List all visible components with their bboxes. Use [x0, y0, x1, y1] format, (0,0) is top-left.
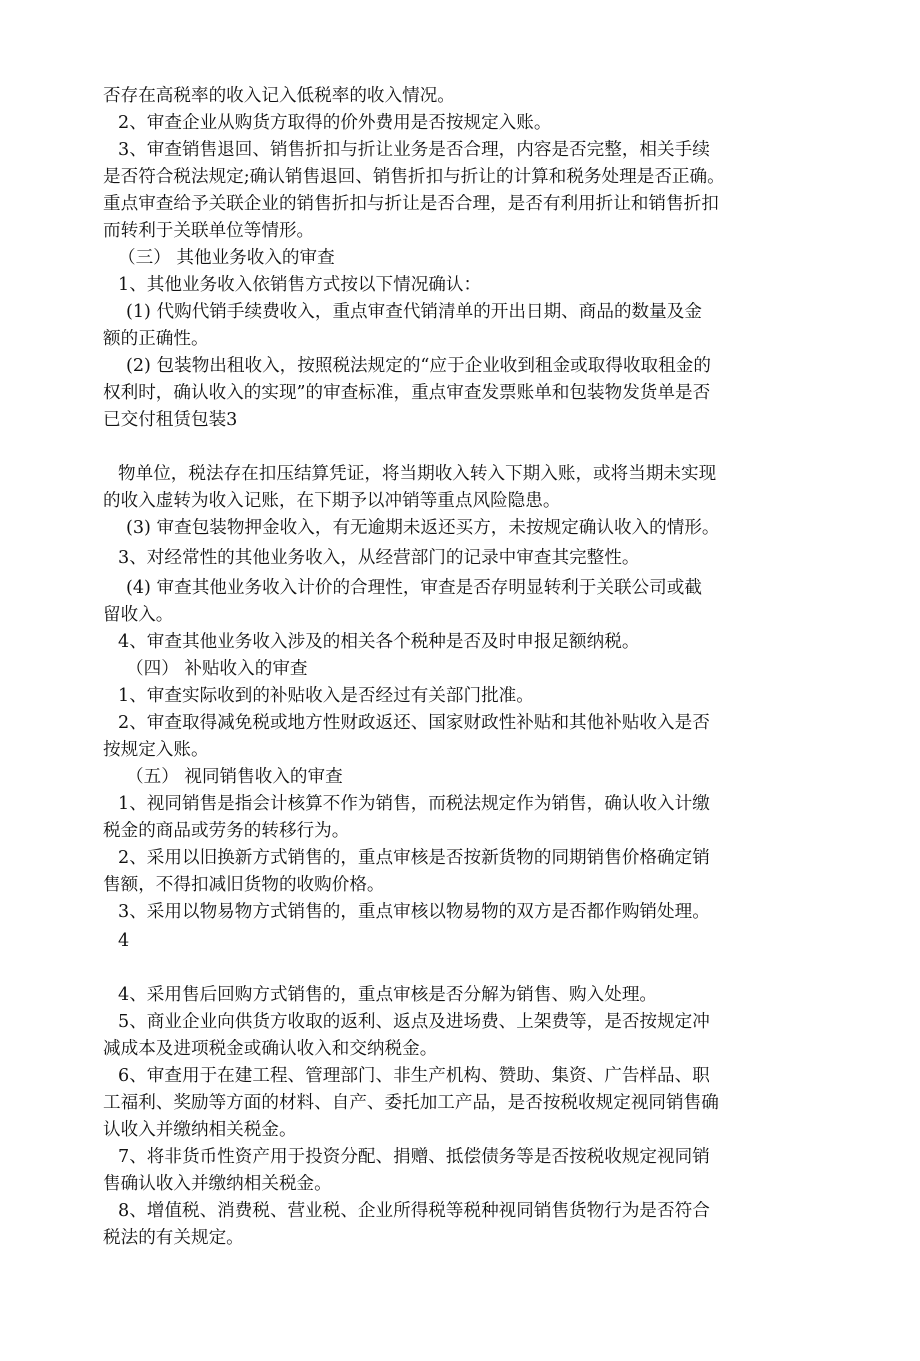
text-line: (4) 审查其他业务收入计价的合理性，审查是否存明显转利于关联公司或截 — [126, 578, 702, 598]
text-line: 按规定入账。 — [103, 740, 209, 760]
text-line: 5、商业企业向供货方收取的返利、返点及进场费、上架费等，是否按规定冲 — [118, 1012, 710, 1032]
text-line: 工福利、奖励等方面的材料、自产、委托加工产品，是否按税收规定视同销售确 — [103, 1093, 719, 1113]
text-line: 3、对经常性的其他业务收入，从经营部门的记录中审查其完整性。 — [118, 548, 640, 568]
section-heading: （三） 其他业务收入的审查 — [118, 248, 335, 268]
text-line: 否存在高税率的收入记入低税率的收入情况。 — [103, 86, 455, 106]
text-line: 已交付租赁包装3 — [103, 410, 238, 430]
text-line: 售确认收入并缴纳相关税金。 — [103, 1174, 332, 1194]
text-line: 额的正确性。 — [103, 329, 209, 349]
text-line: 3、采用以物易物方式销售的，重点审核以物易物的双方是否都作购销处理。 — [118, 902, 710, 922]
text-line: 物单位，税法存在扣压结算凭证，将当期收入转入下期入账，或将当期未实现 — [118, 464, 717, 484]
text-line: (3) 审查包装物押金收入，有无逾期未返还买方，未按规定确认收入的情形。 — [126, 518, 720, 538]
text-line: 1、其他业务收入依销售方式按以下情况确认： — [118, 275, 482, 295]
text-line: 4、采用售后回购方式销售的，重点审核是否分解为销售、购入处理。 — [118, 985, 658, 1005]
text-line: 6、审查用于在建工程、管理部门、非生产机构、赞助、集资、广告样品、职 — [118, 1066, 710, 1086]
text-line: 认收入并缴纳相关税金。 — [103, 1120, 297, 1140]
text-line: 减成本及进项税金或确认收入和交纳税金。 — [103, 1039, 438, 1059]
text-line: 2、审查取得减免税或地方性财政返还、国家财政性补贴和其他补贴收入是否 — [118, 713, 710, 733]
text-line: 权利时，确认收入的实现”的审查标准，重点审查发票账单和包装物发货单是否 — [103, 383, 711, 403]
text-line: 4、审查其他业务收入涉及的相关各个税种是否及时申报足额纳税。 — [118, 632, 640, 652]
text-line: (2) 包装物出租收入，按照税法规定的“应于企业收到租金或取得收取租金的 — [126, 356, 711, 376]
page-number: 4 — [118, 931, 130, 951]
text-line: (1) 代购代销手续费收入，重点审查代销清单的开出日期、商品的数量及金 — [126, 302, 702, 322]
text-line: 税法的有关规定。 — [103, 1228, 244, 1248]
text-line: 8、增值税、消费税、营业税、企业所得税等税种视同销售货物行为是否符合 — [118, 1201, 710, 1221]
text-line: 7、将非货币性资产用于投资分配、捐赠、抵偿债务等是否按税收规定视同销 — [118, 1147, 710, 1167]
section-heading: （五） 视同销售收入的审查 — [126, 767, 343, 787]
text-line: 税金的商品或劳务的转移行为。 — [103, 821, 350, 841]
text-line: 1、审查实际收到的补贴收入是否经过有关部门批准。 — [118, 686, 534, 706]
text-line: 是否符合税法规定;确认销售退回、销售折扣与折让的计算和税务处理是否正确。 — [103, 167, 725, 187]
text-line: 2、审查企业从购货方取得的价外费用是否按规定入账。 — [118, 113, 552, 133]
text-line: 3、审查销售退回、销售折扣与折让业务是否合理，内容是否完整，相关手续 — [118, 140, 710, 160]
text-line: 留收入。 — [103, 605, 174, 625]
text-line: 重点审查给予关联企业的销售折扣与折让是否合理，是否有利用折让和销售折扣 — [103, 194, 719, 214]
text-line: 的收入虚转为收入记账，在下期予以冲销等重点风险隐患。 — [103, 491, 561, 511]
text-line: 售额，不得扣减旧货物的收购价格。 — [103, 875, 385, 895]
text-line: 2、采用以旧换新方式销售的，重点审核是否按新货物的同期销售价格确定销 — [118, 848, 710, 868]
text-line: 而转利于关联单位等情形。 — [103, 221, 315, 241]
text-line: 1、视同销售是指会计核算不作为销售，而税法规定作为销售，确认收入计缴 — [118, 794, 710, 814]
section-heading: （四） 补贴收入的审查 — [126, 659, 308, 679]
